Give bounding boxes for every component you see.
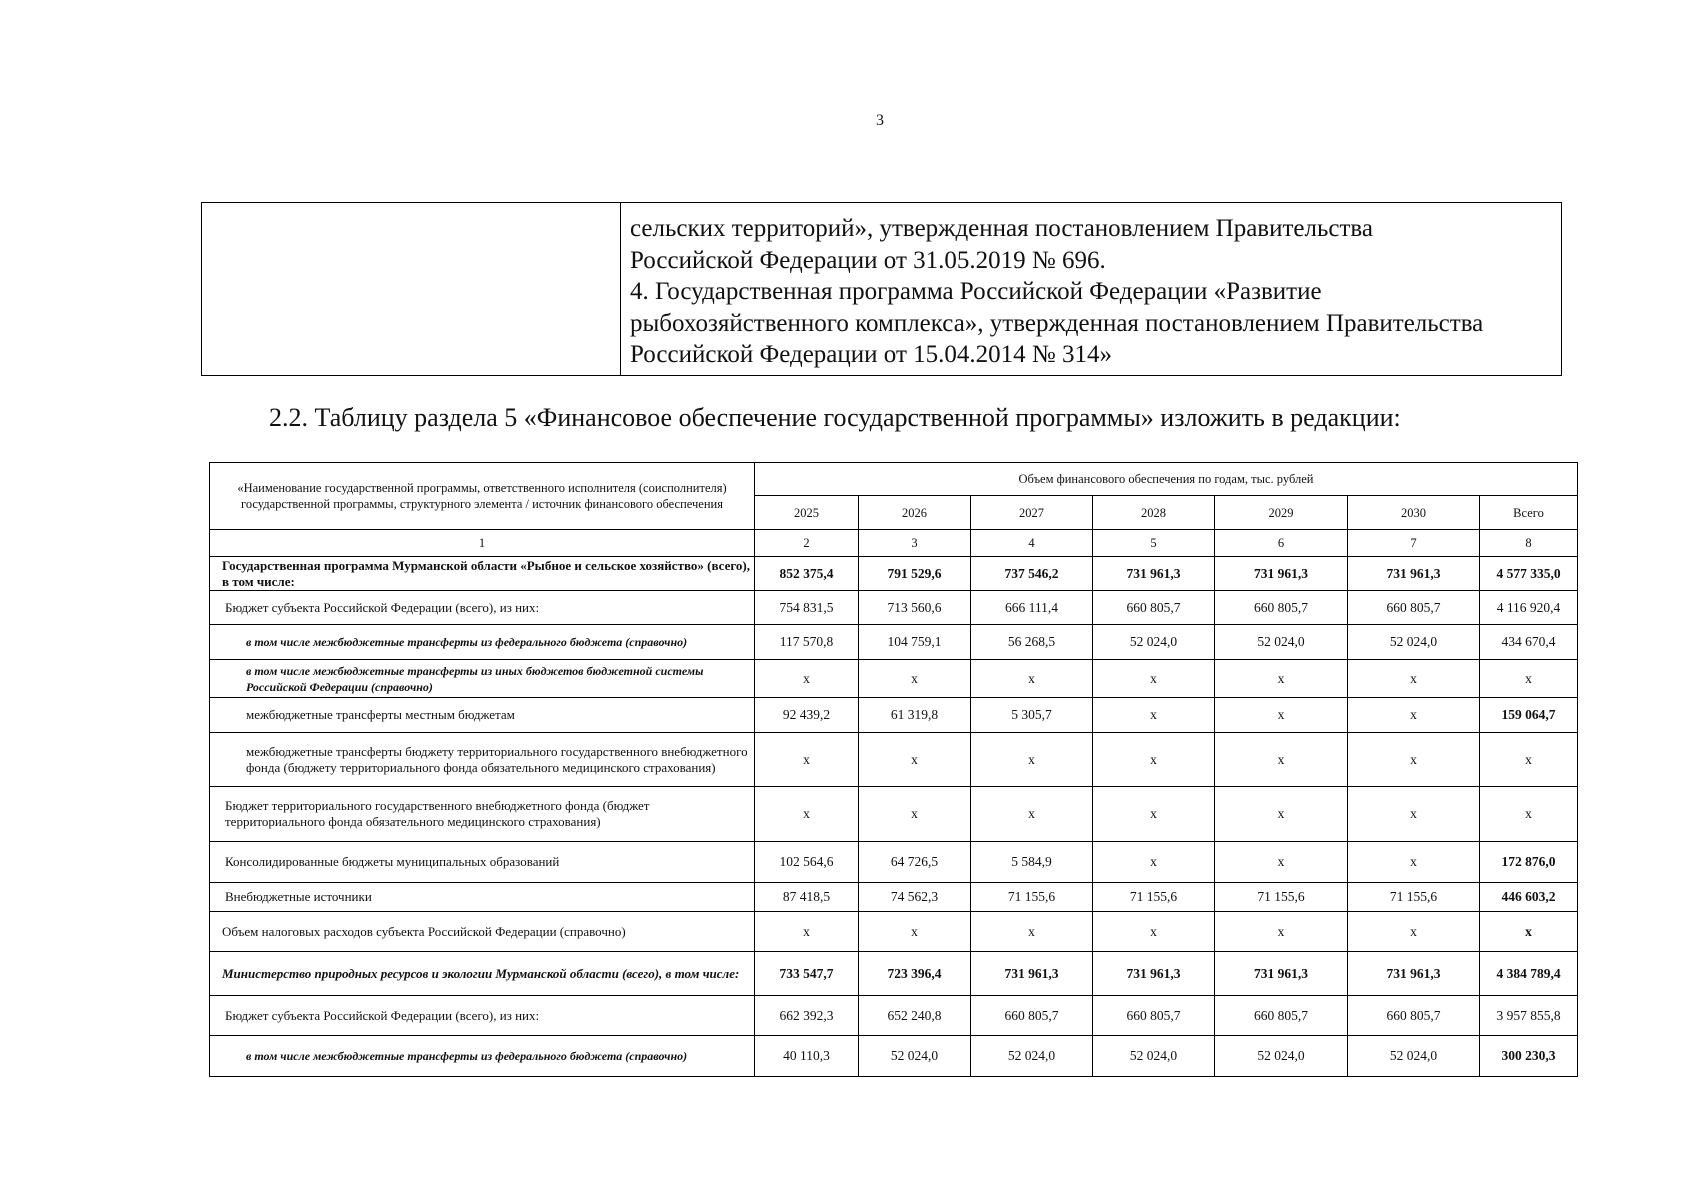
table-row	[210, 787, 1578, 842]
value-cell: 92 439,2	[755, 698, 859, 733]
value-cell: x	[859, 733, 971, 787]
total-cell: 446 603,2	[1480, 883, 1578, 912]
total-header: Всего	[1480, 496, 1578, 530]
volume-header: Объем финансового обеспечения по годам, тыс. рублей	[755, 463, 1578, 496]
value-cell: x	[1093, 733, 1215, 787]
value-cell: 71 155,6	[1215, 883, 1348, 912]
continuation-table	[201, 202, 1562, 376]
row-name: Бюджет территориального государственного внебюджетного фонда (бюджет территориального фонда обязательного медицинского страхования)	[210, 787, 755, 842]
column-number: 1	[210, 530, 755, 557]
text-line: рыбохозяйственного комплекса», утвержденная постановлением Правительства	[630, 309, 1484, 337]
value-cell: 64 726,5	[859, 842, 971, 883]
value-cell: x	[1348, 660, 1480, 698]
row-name: Государственная программа Мурманской области «Рыбное и сельское хозяйство» (всего), в том числе:	[210, 557, 755, 591]
year-header: 2025	[755, 496, 859, 530]
value-cell: x	[971, 660, 1093, 698]
row-name: межбюджетные трансферты местным бюджетам	[210, 698, 755, 733]
total-cell: 159 064,7	[1480, 698, 1578, 733]
section-heading: 2.2. Таблицу раздела 5 «Финансовое обеспечение государственной программы» изложить в редакции:	[269, 403, 1401, 432]
table-row	[210, 625, 1578, 660]
total-cell: x	[1480, 787, 1578, 842]
value-cell: 852 375,4	[755, 557, 859, 591]
value-cell: x	[755, 660, 859, 698]
value-cell: 52 024,0	[1093, 1036, 1215, 1077]
value-cell: 791 529,6	[859, 557, 971, 591]
row-name: Внебюджетные источники	[210, 883, 755, 912]
empty-cell	[202, 203, 621, 376]
value-cell: x	[1215, 733, 1348, 787]
value-cell: 754 831,5	[755, 591, 859, 625]
total-cell: 172 876,0	[1480, 842, 1578, 883]
value-cell: 660 805,7	[1215, 996, 1348, 1036]
value-cell: 52 024,0	[1215, 1036, 1348, 1077]
total-cell: x	[1480, 912, 1578, 952]
row-name: Министерство природных ресурсов и экологии Мурманской области (всего), в том числе:	[210, 952, 755, 996]
table-row	[210, 952, 1578, 996]
total-cell: 434 670,4	[1480, 625, 1578, 660]
value-cell: 56 268,5	[971, 625, 1093, 660]
value-cell: 660 805,7	[1348, 591, 1480, 625]
program-list-cell	[621, 203, 1562, 376]
text-line: сельских территорий», утвержденная постановлением Правительства	[630, 215, 1373, 242]
value-cell: x	[1348, 698, 1480, 733]
value-cell: x	[1348, 733, 1480, 787]
value-cell: x	[859, 787, 971, 842]
value-cell: 71 155,6	[971, 883, 1093, 912]
table-row	[210, 591, 1578, 625]
column-number: 3	[859, 530, 971, 557]
table-row	[210, 660, 1578, 698]
value-cell: 660 805,7	[1348, 996, 1480, 1036]
value-cell: 652 240,8	[859, 996, 971, 1036]
value-cell: x	[755, 733, 859, 787]
total-cell: 300 230,3	[1480, 1036, 1578, 1077]
year-header: 2026	[859, 496, 971, 530]
row-name: Консолидированные бюджеты муниципальных образований	[210, 842, 755, 883]
year-header: 2030	[1348, 496, 1480, 530]
row-name: Бюджет субъекта Российской Федерации (всего), из них:	[210, 591, 755, 625]
value-cell: x	[1093, 660, 1215, 698]
row-name: в том числе межбюджетные трансферты из федерального бюджета (справочно)	[210, 1036, 755, 1077]
column-number: 8	[1480, 530, 1578, 557]
value-cell: 660 805,7	[1215, 591, 1348, 625]
text-line: 4. Государственная программа Российской Федерации «Развитие	[630, 278, 1322, 305]
total-cell: 4 116 920,4	[1480, 591, 1578, 625]
text-line: Российской Федерации от 31.05.2019 № 696.	[630, 246, 1106, 274]
value-cell: 660 805,7	[1093, 996, 1215, 1036]
value-cell: x	[1093, 842, 1215, 883]
row-name: в том числе межбюджетные трансферты из иных бюджетов бюджетной системы Российской Федерации (справочно)	[210, 660, 755, 698]
table-row	[210, 912, 1578, 952]
value-cell: 731 961,3	[1215, 557, 1348, 591]
value-cell: x	[971, 787, 1093, 842]
total-cell: 3 957 855,8	[1480, 996, 1578, 1036]
total-cell: x	[1480, 660, 1578, 698]
value-cell: 102 564,6	[755, 842, 859, 883]
year-header: 2027	[971, 496, 1093, 530]
table-row	[210, 557, 1578, 591]
value-cell: x	[1093, 787, 1215, 842]
value-cell: x	[1348, 787, 1480, 842]
value-cell: 52 024,0	[1093, 625, 1215, 660]
row-name: межбюджетные трансферты бюджету территориального государственного внебюджетного фонда (бюджету территориального фонда обязательного медицинского страхования)	[210, 733, 755, 787]
value-cell: 666 111,4	[971, 591, 1093, 625]
financing-table	[209, 462, 1578, 1077]
value-cell: 52 024,0	[971, 1036, 1093, 1077]
value-cell: 731 961,3	[971, 952, 1093, 996]
value-cell: x	[971, 733, 1093, 787]
row-name: Бюджет субъекта Российской Федерации (всего), из них:	[210, 996, 755, 1036]
column-number: 7	[1348, 530, 1480, 557]
value-cell: 731 961,3	[1348, 952, 1480, 996]
value-cell: 5 305,7	[971, 698, 1093, 733]
value-cell: 737 546,2	[971, 557, 1093, 591]
value-cell: x	[859, 912, 971, 952]
value-cell: 40 110,3	[755, 1036, 859, 1077]
value-cell: x	[1348, 842, 1480, 883]
value-cell: 660 805,7	[971, 996, 1093, 1036]
total-cell: x	[1480, 733, 1578, 787]
value-cell: 662 392,3	[755, 996, 859, 1036]
value-cell: x	[1093, 698, 1215, 733]
table-row	[210, 883, 1578, 912]
value-cell: x	[1215, 698, 1348, 733]
table-row	[210, 842, 1578, 883]
column-number: 2	[755, 530, 859, 557]
table-row	[210, 698, 1578, 733]
value-cell: x	[1215, 787, 1348, 842]
value-cell: x	[971, 912, 1093, 952]
row-name: Объем налоговых расходов субъекта Российской Федерации (справочно)	[210, 912, 755, 952]
value-cell: 733 547,7	[755, 952, 859, 996]
table-row	[210, 996, 1578, 1036]
value-cell: 71 155,6	[1348, 883, 1480, 912]
total-cell: 4 577 335,0	[1480, 557, 1578, 591]
name-header: «Наименование государственной программы, ответственного исполнителя (соисполнителя) государственной программы, структурного элемента / источник финансового обеспечения	[210, 463, 755, 530]
value-cell: x	[755, 787, 859, 842]
value-cell: x	[1215, 912, 1348, 952]
value-cell: x	[1215, 842, 1348, 883]
value-cell: x	[859, 660, 971, 698]
value-cell: x	[1348, 912, 1480, 952]
value-cell: 731 961,3	[1215, 952, 1348, 996]
value-cell: 52 024,0	[1348, 1036, 1480, 1077]
value-cell: 731 961,3	[1093, 557, 1215, 591]
text-line: Российской Федерации от 15.04.2014 № 314»	[630, 341, 1112, 368]
year-header: 2028	[1093, 496, 1215, 530]
column-number: 4	[971, 530, 1093, 557]
total-cell: 4 384 789,4	[1480, 952, 1578, 996]
value-cell: x	[755, 912, 859, 952]
row-name: в том числе межбюджетные трансферты из федерального бюджета (справочно)	[210, 625, 755, 660]
value-cell: 660 805,7	[1093, 591, 1215, 625]
value-cell: 52 024,0	[1215, 625, 1348, 660]
column-number: 6	[1215, 530, 1348, 557]
table-row	[210, 733, 1578, 787]
value-cell: 5 584,9	[971, 842, 1093, 883]
value-cell: 74 562,3	[859, 883, 971, 912]
page-number: 3	[876, 112, 884, 129]
value-cell: 731 961,3	[1348, 557, 1480, 591]
value-cell: 71 155,6	[1093, 883, 1215, 912]
value-cell: 117 570,8	[755, 625, 859, 660]
value-cell: 52 024,0	[859, 1036, 971, 1077]
value-cell: 52 024,0	[1348, 625, 1480, 660]
column-number: 5	[1093, 530, 1215, 557]
value-cell: 723 396,4	[859, 952, 971, 996]
value-cell: 731 961,3	[1093, 952, 1215, 996]
value-cell: x	[1215, 660, 1348, 698]
value-cell: x	[1093, 912, 1215, 952]
value-cell: 713 560,6	[859, 591, 971, 625]
value-cell: 61 319,8	[859, 698, 971, 733]
value-cell: 87 418,5	[755, 883, 859, 912]
table-row	[210, 1036, 1578, 1077]
year-header: 2029	[1215, 496, 1348, 530]
value-cell: 104 759,1	[859, 625, 971, 660]
